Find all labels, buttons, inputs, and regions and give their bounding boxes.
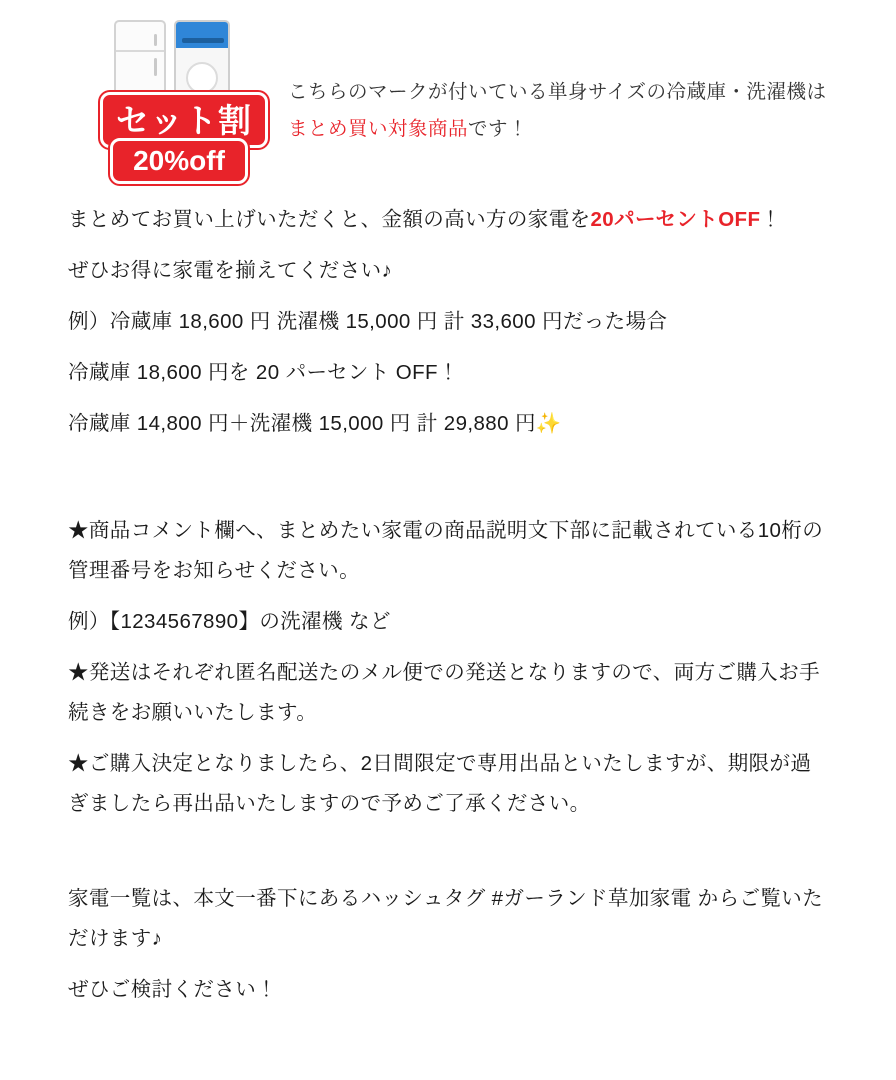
paragraph-hashtag-guide: 家電一覧は、本文一番下にあるハッシュタグ #ガーランド草加家電 からご覧いただけます♪ — [68, 886, 824, 950]
spacer-1 — [68, 455, 832, 511]
spacer-2 — [68, 835, 832, 879]
paragraph-example-result-text: 冷蔵庫 14,800 円＋洗濯機 15,000 円 計 29,880 円 — [68, 411, 536, 435]
paragraph-discount-intro — [68, 200, 832, 240]
paragraph-example-discount: 冷蔵庫 18,600 円を 20 パーセント OFF！ — [68, 360, 459, 384]
description-body — [0, 200, 896, 1010]
paragraph-discount-tail: ！ — [760, 208, 782, 231]
paragraph-comment-example: 例）【1234567890】の洗濯機 など — [68, 609, 391, 633]
header-line-2-accent: まとめ買い対象商品 — [288, 118, 469, 141]
refrigerator-icon — [114, 20, 166, 98]
washer-control-bar — [182, 38, 224, 43]
header-line-2-tail: です！ — [468, 118, 529, 141]
set-discount-mark — [100, 14, 280, 194]
header-text-block — [288, 74, 868, 148]
header-line-2 — [288, 111, 868, 148]
washing-machine-icon — [174, 20, 230, 98]
paragraph-shipping-note: ★発送はそれぞれ匿名配送たのメル便での発送となりますので、両方ご購入お手続きをお願いいたします。 — [68, 660, 820, 724]
set-badge-sub-label: 20%off — [133, 145, 225, 176]
set-discount-badge — [100, 92, 268, 192]
promo-header — [0, 0, 896, 200]
set-badge-main-label: セット割 — [116, 101, 252, 139]
paragraph-discount-intro-text: まとめてお買い上げいただくと、金額の高い方の家電を — [68, 208, 591, 231]
paragraph-example-result — [68, 404, 832, 444]
set-badge-sub — [110, 138, 248, 184]
fridge-door-divider — [116, 50, 164, 52]
sparkle-icon: ✨ — [535, 411, 562, 435]
paragraph-example-total: 例）冷蔵庫 18,600 円 洗濯機 15,000 円 計 33,600 円だった場合 — [68, 309, 668, 333]
washer-lid — [176, 22, 228, 48]
paragraph-closing: ぜひご検討ください！ — [68, 977, 277, 1001]
header-line-1: こちらのマークが付いている単身サイズの冷蔵庫・洗濯機は — [288, 81, 827, 103]
appliance-illustration — [114, 14, 254, 100]
paragraph-comment-instruction: ★商品コメント欄へ、まとめたい家電の商品説明文下部に記載されている10桁の管理番号をお知らせください。 — [68, 518, 824, 582]
washer-drum — [186, 62, 218, 94]
paragraph-encourage: ぜひお得に家電を揃えてください♪ — [68, 258, 393, 282]
paragraph-discount-percent: 20パーセントOFF — [590, 208, 761, 231]
paragraph-reserved-listing-note: ★ご購入決定となりましたら、2日間限定で専用出品といたしますが、期限が過ぎましたら再出品いたしますので予めご了承ください。 — [68, 751, 812, 815]
fridge-handle-bottom — [154, 58, 157, 76]
fridge-handle-top — [154, 34, 157, 46]
